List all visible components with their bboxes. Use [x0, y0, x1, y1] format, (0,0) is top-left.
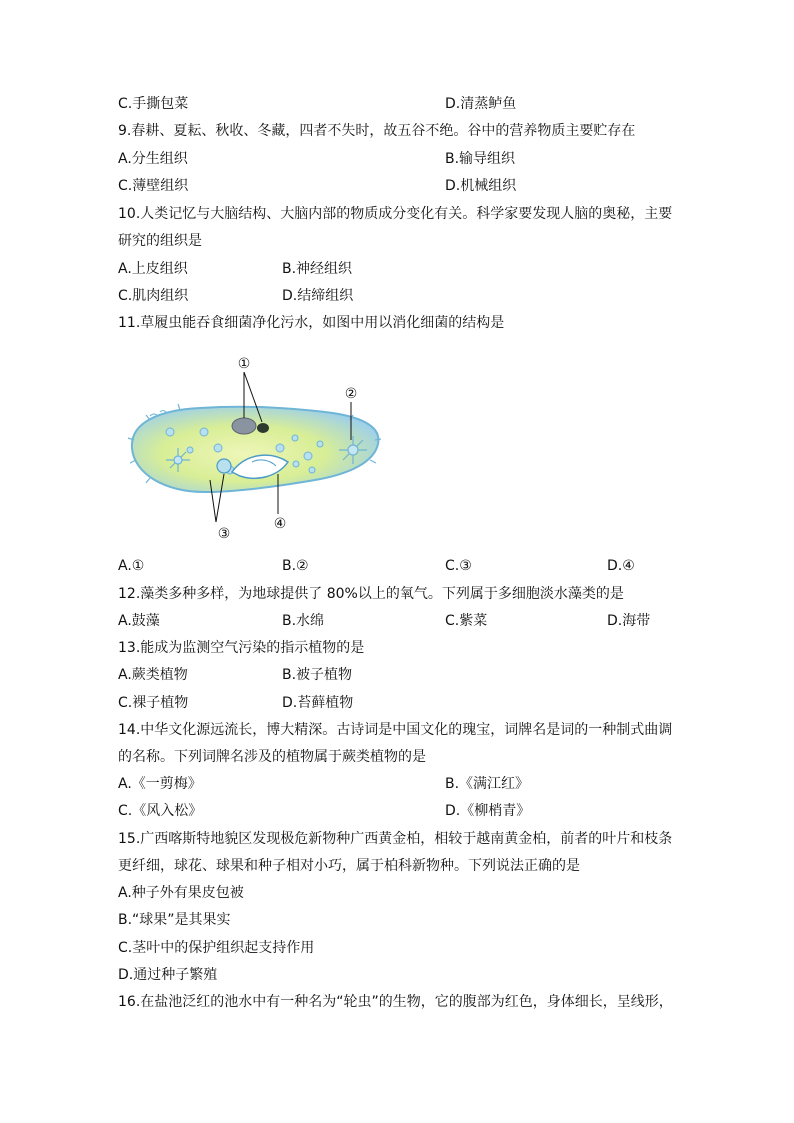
q14-option-d: D.《柳梢青》 — [445, 803, 531, 819]
q9-option-b: B.输导组织 — [445, 151, 516, 167]
q11-stem: 11.草履虫能吞食细菌净化污水，如图中用以消化细菌的结构是 — [118, 315, 505, 331]
q10-option-d: D.结缔组织 — [282, 288, 354, 304]
q13-option-a: A.蕨类植物 — [118, 667, 188, 683]
q12-option-c: C.紫菜 — [445, 613, 488, 629]
q10-option-a: A.上皮组织 — [118, 261, 188, 277]
paramecium-body — [132, 407, 379, 492]
q14-stem-line1: 14.中华文化源远流长，博大精深。古诗词是中国文化的瑰宝，词牌名是词的一种制式曲调 — [118, 722, 673, 738]
q11-option-c: C.③ — [445, 558, 472, 574]
q15-stem-line1: 15.广西喀斯特地貌区发现极危新物种广西黄金柏，相较于越南黄金柏，前者的叶片和枝条 — [118, 831, 673, 847]
q9-option-a: A.分生组织 — [118, 151, 188, 167]
q11-option-a: A.① — [118, 558, 145, 574]
q13-option-c: C.裸子植物 — [118, 695, 189, 711]
q10-option-c: C.肌肉组织 — [118, 288, 189, 304]
figure-label-1: ① — [237, 356, 251, 372]
q10-option-b: B.神经组织 — [282, 261, 353, 277]
figure-label-4: ④ — [273, 516, 287, 532]
q11-option-b: B.② — [282, 558, 309, 574]
q10-stem-line2: 研究的组织是 — [118, 233, 202, 249]
q14-option-c: C.《风入松》 — [118, 803, 203, 819]
q9-option-c: C.薄壁组织 — [118, 178, 189, 194]
q15-option-a: A.种子外有果皮包被 — [118, 885, 244, 901]
micronucleus — [257, 423, 269, 433]
figure-label-3: ③ — [217, 526, 231, 542]
q9-stem: 9.春耕、夏耘、秋收、冬藏，四者不失时，故五谷不绝。谷中的营养物质主要贮存在 — [118, 123, 636, 139]
q9-option-d: D.机械组织 — [445, 178, 517, 194]
q15-stem-line2: 更纤细，球花、球果和种子相对小巧，属于柏科新物种。下列说法正确的是 — [118, 858, 580, 874]
q15-option-d: D.通过种子繁殖 — [118, 967, 218, 983]
q15-option-c: C.茎叶中的保护组织起支持作用 — [118, 940, 315, 956]
q16-stem-line1: 16.在盐池泛红的池水中有一种名为“轮虫”的生物，它的腹部为红色，身体细长，呈线形， — [118, 994, 673, 1010]
q14-option-a: A.《一剪梅》 — [118, 776, 202, 792]
q14-option-b: B.《满江红》 — [445, 776, 530, 792]
q13-option-b: B.被子植物 — [282, 667, 353, 683]
q15-option-b: B.“球果”是其果实 — [118, 912, 231, 928]
q12-option-d: D.海带 — [607, 613, 651, 629]
macronucleus — [232, 418, 256, 434]
q11-option-d: D.④ — [607, 558, 635, 574]
food-vacuole — [217, 459, 231, 473]
figure-label-2: ② — [344, 386, 358, 402]
q8-option-d: D.清蒸鲈鱼 — [445, 96, 517, 112]
q14-stem-line2: 的名称。下列词牌名涉及的植物属于蕨类植物的是 — [118, 749, 426, 765]
q13-option-d: D.苔藓植物 — [282, 695, 354, 711]
q10-stem-line1: 10.人类记忆与大脑结构、大脑内部的物质成分变化有关。科学家要发现人脑的奥秘，主要 — [118, 206, 673, 222]
q8-option-c: C.手撕包菜 — [118, 96, 189, 112]
paramecium-figure — [120, 350, 390, 545]
q13-stem: 13.能成为监测空气污染的指示植物的是 — [118, 640, 365, 656]
q12-stem: 12.藻类多种多样，为地球提供了 80%以上的氧气。下列属于多细胞淡水藻类的是 — [118, 586, 624, 602]
q12-option-b: B.水绵 — [282, 613, 325, 629]
q12-option-a: A.鼓藻 — [118, 613, 160, 629]
